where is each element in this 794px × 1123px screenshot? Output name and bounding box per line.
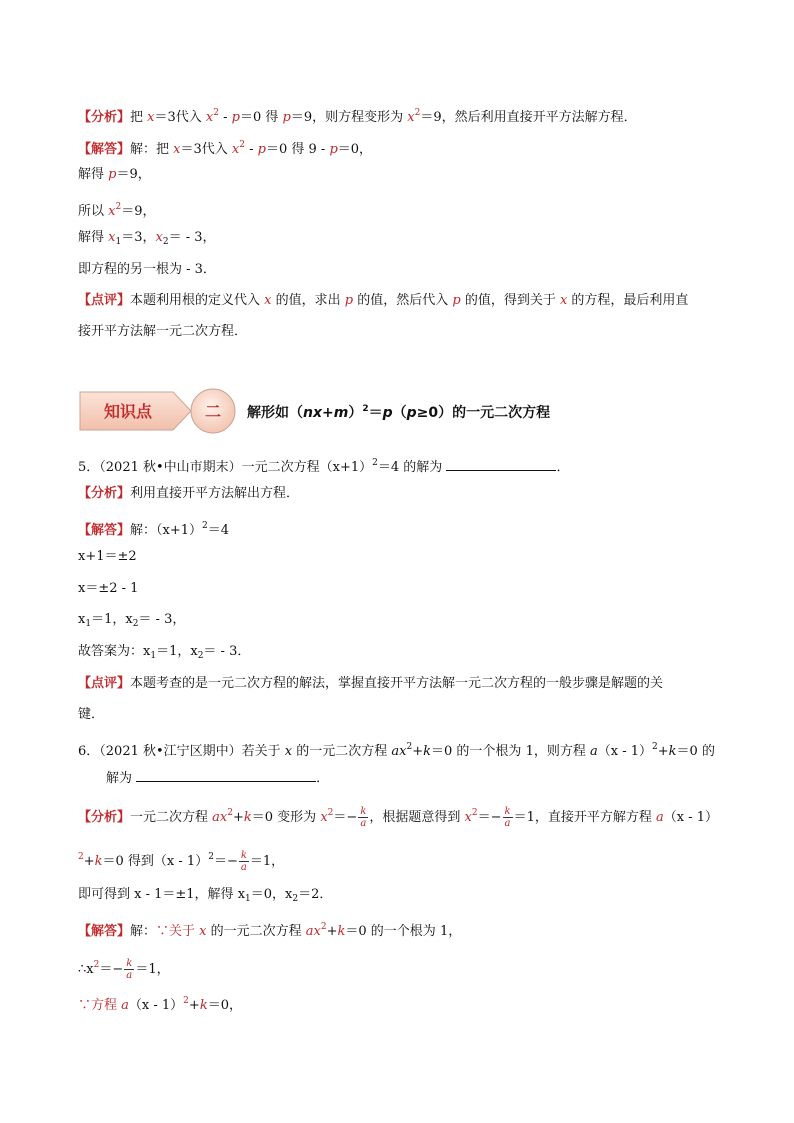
banner-number: 二	[204, 402, 222, 421]
analysis-line-1: 【分析】把 x＝3代入 $x^2 - p=0$ 得 p＝9，则方程变形为 $x^2=9$，然后利用直接开平方法解方程．	[78, 108, 637, 125]
question-6-stem-2: 解为 ．	[106, 771, 330, 786]
q6-answer: 【解答】解：∵关于 x 的一元二次方程 $ax^2+k=0$ 的一个根为 1，	[78, 922, 462, 939]
comment-line-2: 接开平方法解一元二次方程．	[78, 324, 248, 339]
fraction-k-over-a: $\frac{k}{a}$	[126, 958, 133, 981]
solution-line: 解得 p＝9，	[78, 167, 151, 182]
analysis-tag: 【分析】	[78, 110, 131, 125]
q6-analysis-2: $^2$+k＝0 得到（x - 1）$^2$＝− $\frac{k}{a}$ ＝1，	[78, 850, 285, 873]
q5-analysis: 【分析】利用直接开平方法解出方程．	[78, 486, 300, 501]
q5-comment: 【点评】本题考查的是一元二次方程的解法，掌握直接开平方法解一元二次方程的一般步骤是解题的关	[78, 676, 664, 691]
answer-line-1: 【解答】解：把 x＝3代入 $x^2 - p=0$ 得 9 - p＝0，	[78, 140, 373, 157]
knowledge-point-banner	[78, 386, 238, 436]
solution-line: 解得 $x_1=3$，$x_2= - 3$，	[78, 230, 216, 247]
banner-label: 知识点	[103, 402, 153, 421]
fraction-k-over-a: $\frac{k}{a}$	[360, 806, 367, 829]
q5-step: x+1＝±2	[78, 549, 137, 564]
q5-step: x＝±2 - 1	[78, 581, 139, 596]
answer-tag: 【解答】	[78, 142, 131, 157]
question-6-stem: 6．（2021 秋•江宁区期中）若关于 x 的一元二次方程 $ax^2+k=0$ 的一个根为 1，则方程 a（x - 1）$^2$+k＝0 的	[78, 742, 715, 759]
answer-blank[interactable]	[446, 458, 556, 471]
solution-line: 所以 $x^2=9$，	[78, 202, 156, 219]
q6-answer-3: ∵方程 a（x - 1）$^2$+k＝0，	[78, 996, 242, 1013]
comment-tag: 【点评】	[78, 293, 131, 308]
q5-final-answer: 故答案为：$x_1=1$，$x_2= - 3$．	[78, 644, 251, 661]
fraction-k-over-a: $\frac{k}{a}$	[504, 806, 511, 829]
fraction-k-over-a: $\frac{k}{a}$	[240, 850, 247, 873]
solution-line: 即方程的另一根为 - 3．	[78, 262, 216, 277]
q5-step: $x_1=1$，$x_2= - 3$，	[78, 612, 186, 629]
q5-comment-2: 键．	[78, 707, 105, 722]
answer-blank[interactable]	[136, 769, 316, 782]
q6-analysis: 【分析】一元二次方程 $ax^2+k=0$ 变形为 $x^2=-$ $\frac{k}{a}$ ，根据题意得到 $x^2=-$ $\frac{k}{a}$ ＝1，直接开平方解方程 a（x - 1）	[78, 806, 718, 829]
comment-line-1: 【点评】本题利用根的定义代入 x 的值，求出 p 的值，然后代入 p 的值，得到关于 x 的方程，最后利用直	[78, 293, 689, 308]
question-5-stem: 5．（2021 秋•中山市期末）一元二次方程$(x+1)^2=4$ 的解为 ．	[78, 458, 570, 475]
q5-answer: 【解答】解：$(x+1)^2=4$	[78, 521, 230, 538]
section-title: 解形如$(nx+m)^2=p(p\ge 0)$的一元二次方程	[247, 404, 551, 421]
q6-answer-2: $\therefore x^2=-$ $\frac{k}{a}$ ＝1，	[78, 958, 170, 981]
q6-analysis-3: 即可得到 x - 1＝±1，解得 $x_1=0$，$x_2=2$．	[78, 887, 333, 904]
